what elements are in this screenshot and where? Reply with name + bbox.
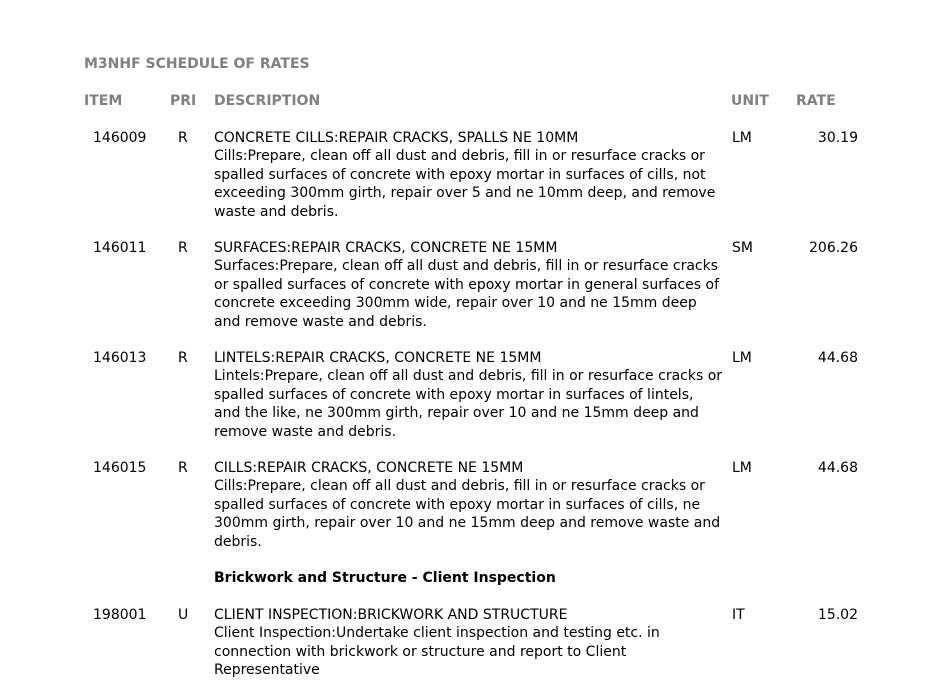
description-title: CONCRETE CILLS:REPAIR CRACKS, SPALLS NE 10MM xyxy=(214,130,579,146)
description-cell xyxy=(214,606,724,680)
description-title: CILLS:REPAIR CRACKS, CONCRETE NE 15MM xyxy=(214,460,524,476)
priority-code: U xyxy=(178,607,189,623)
unit-value: IT xyxy=(732,607,745,623)
description-cell xyxy=(214,129,724,221)
column-header-item: ITEM xyxy=(84,93,123,109)
rate-value: 30.19 xyxy=(817,130,858,146)
description-text: Lintels:Prepare, clean off all dust and debris, fill in or resurface cracks or spalled surfaces of concrete with epoxy mortar in surfaces of lintels, and the like, ne 300mm girth, repair over 10 and ne 15mm deep and remove waste and debris. xyxy=(214,368,723,440)
priority-code: R xyxy=(178,460,188,476)
unit-value: LM xyxy=(732,350,752,366)
rate-value: 206.26 xyxy=(809,240,858,256)
description-cell xyxy=(214,349,724,441)
item-code: 146015 xyxy=(93,460,147,476)
section-heading: Brickwork and Structure - Client Inspection xyxy=(214,570,556,586)
item-code: 146011 xyxy=(93,240,147,256)
description-cell xyxy=(214,239,724,331)
description-text: Cills:Prepare, clean off all dust and debris, fill in or resurface cracks or spalled surfaces of concrete with epoxy mortar in surfaces of cills, not exceeding 300mm girth, repair over 5 and ne 10mm deep, and remove waste and debris. xyxy=(214,148,716,220)
unit-value: SM xyxy=(732,240,753,256)
description-text: Client Inspection:Undertake client inspection and testing etc. in connection with brickwork or structure and report to Client Representative xyxy=(214,625,660,679)
rate-value: 15.02 xyxy=(817,607,858,623)
item-code: 198001 xyxy=(93,607,147,623)
column-header-rate: RATE xyxy=(796,93,836,109)
description-cell xyxy=(214,459,724,551)
document-title: M3NHF SCHEDULE OF RATES xyxy=(84,56,310,72)
item-code: 146009 xyxy=(93,130,147,146)
description-title: SURFACES:REPAIR CRACKS, CONCRETE NE 15MM xyxy=(214,240,558,256)
unit-value: LM xyxy=(732,460,752,476)
column-header-pri: PRI xyxy=(170,93,197,109)
description-title: LINTELS:REPAIR CRACKS, CONCRETE NE 15MM xyxy=(214,350,542,366)
unit-value: LM xyxy=(732,130,752,146)
description-text: Cills:Prepare, clean off all dust and debris, fill in or resurface cracks or spalled surfaces of concrete with epoxy mortar in surfaces of cills, ne 300mm girth, repair over 10 and ne 15mm deep and remove waste and debris. xyxy=(214,478,721,550)
description-title: CLIENT INSPECTION:BRICKWORK AND STRUCTURE xyxy=(214,607,568,623)
item-code: 146013 xyxy=(93,350,147,366)
rate-value: 44.68 xyxy=(817,350,858,366)
description-text: Surfaces:Prepare, clean off all dust and debris, fill in or resurface cracks or spalled surfaces of concrete with epoxy mortar in general surfaces of concrete exceeding 300mm wide, repair over 10 and ne 15mm deep and remove waste and debris. xyxy=(214,258,720,330)
priority-code: R xyxy=(178,240,188,256)
priority-code: R xyxy=(178,350,188,366)
priority-code: R xyxy=(178,130,188,146)
rate-value: 44.68 xyxy=(817,460,858,476)
column-header-description: DESCRIPTION xyxy=(214,93,321,109)
column-header-unit: UNIT xyxy=(731,93,769,109)
